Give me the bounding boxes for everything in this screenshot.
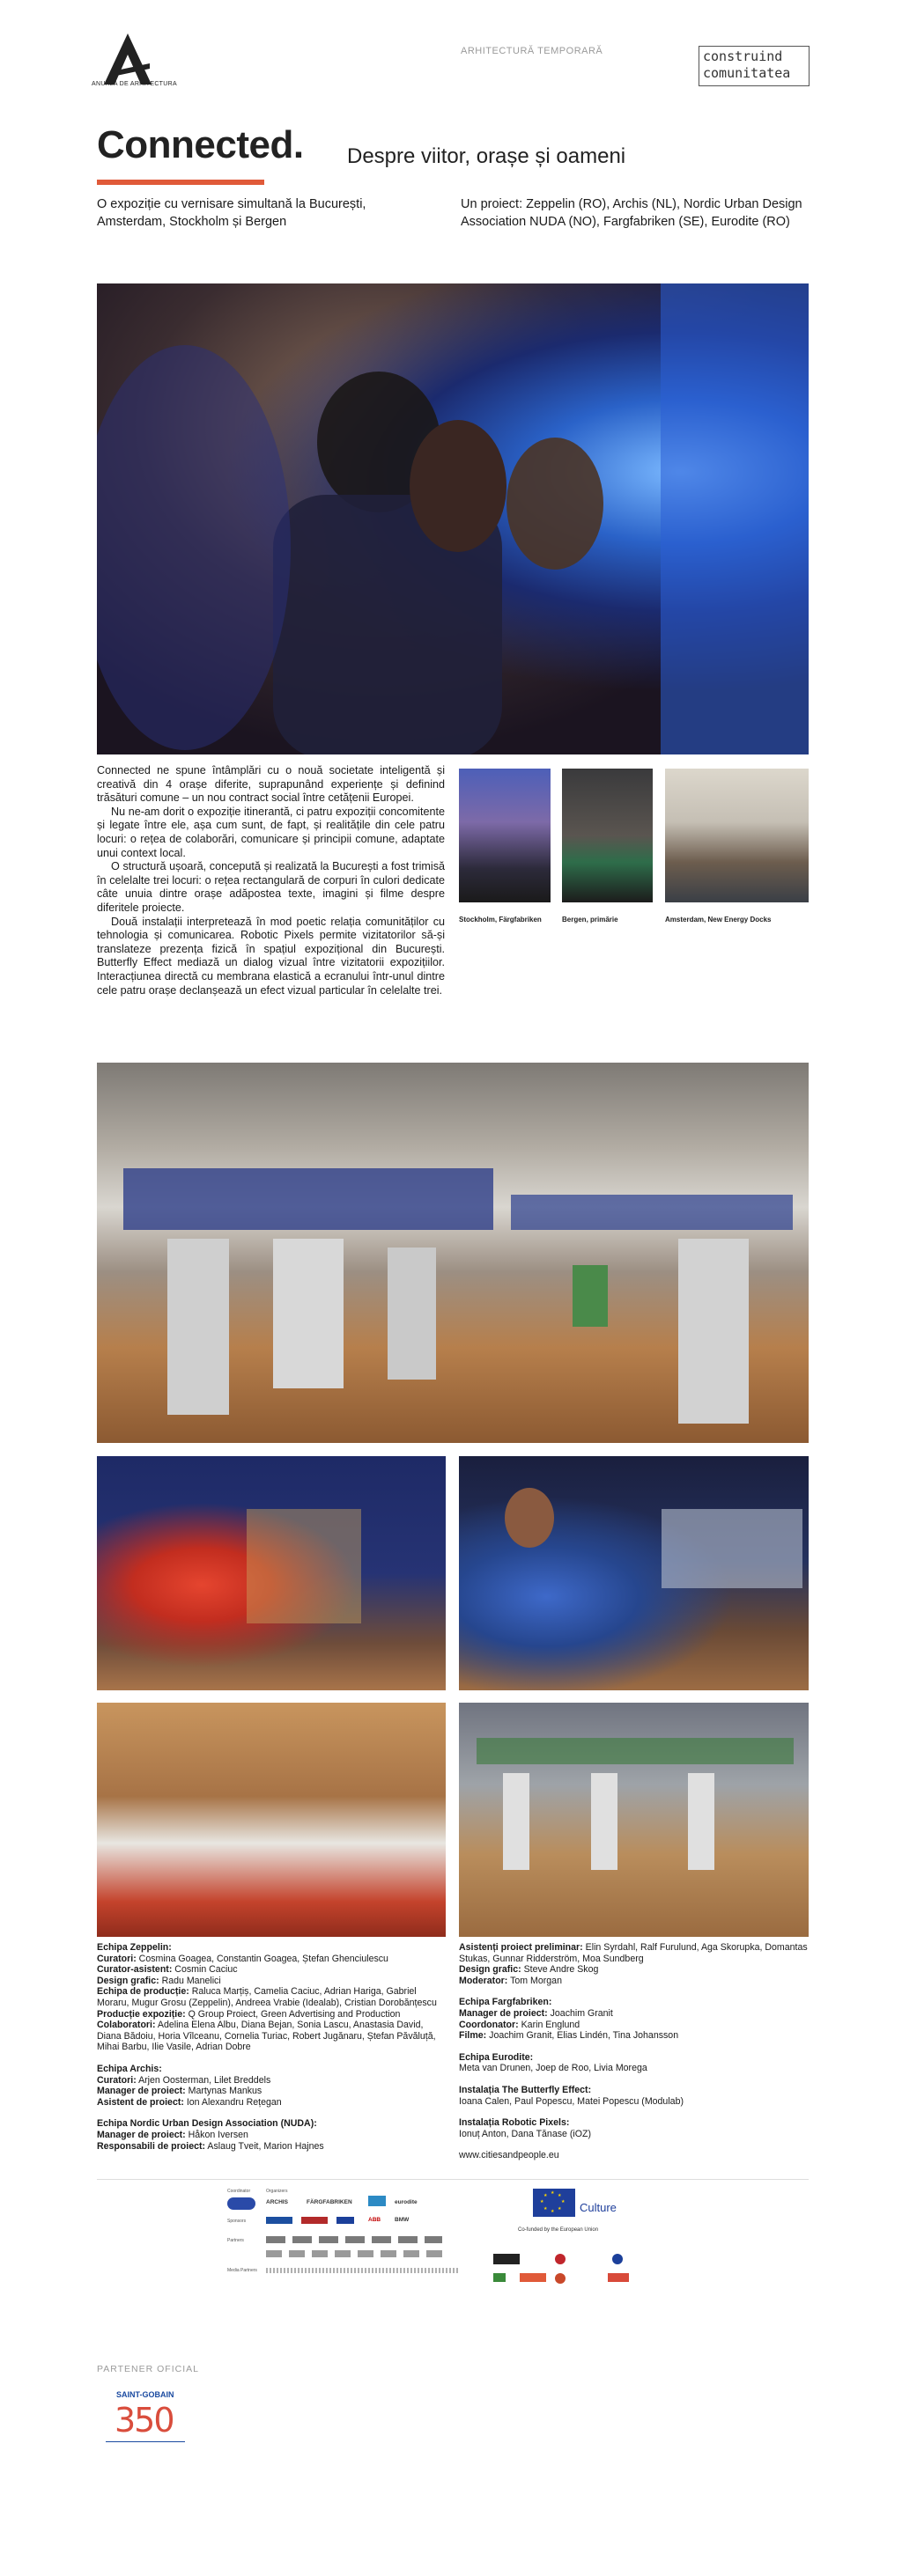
credits-title: Echipa Archis:: [97, 2063, 162, 2074]
official-partner-label: PARTENER OFICIAL: [97, 2364, 199, 2374]
credit-value: Karin Englund: [518, 2019, 580, 2030]
construind-comunitatea-logo: [699, 46, 810, 86]
cc-logo-line2: comunitatea: [703, 65, 791, 81]
credit-key: Curatori:: [97, 1953, 137, 1964]
credit-value: Ionuț Anton, Dana Tănase (iOZ): [459, 2128, 591, 2139]
credit-key: Manager de proiect:: [97, 2129, 186, 2140]
credit-key: Asistenți proiect preliminar:: [459, 1942, 583, 1953]
credits-title: Echipa Nordic Urban Design Association (NUDA):: [97, 2118, 317, 2130]
cc-logo-line1: construind: [703, 48, 783, 64]
title-accent-bar: [97, 180, 264, 185]
website-link[interactable]: www.citiesandpeople.eu: [459, 2150, 559, 2161]
credits-title: Instalația Robotic Pixels:: [459, 2117, 570, 2129]
sponsor-logo-icon: [266, 2217, 292, 2224]
body-paragraph: Nu ne-am dorit o expoziție itinerantă, ci patru expoziții concomitente și legate între ele, așa cum sunt, de fapt, și realitățile din cele patru locuri: o rețea de colaborări, comunicare și principii comune, adaptate unui context local.: [97, 805, 445, 859]
body-paragraph: Două instalații interpretează în mod poetic relația comunităților cu tehnologia și comunicarea. Robotic Pixels permite vizitatorilor să-și translateze prezența fizică în spațiul expozițional din București. Butterfly Effect mediază un dialog vizual între vizitatorii expozițiilor. Interacțiunea directă cu membrana elastică a ecranului într-unul dintre cele patru orașe declanșează un efect vizual particular în celelalte trei.: [97, 915, 445, 997]
credit-value: Arjen Oosterman, Lilet Breddels: [136, 2074, 271, 2086]
photo-visitors-screen: [97, 283, 809, 754]
sponsor-label: Media Partners: [227, 2268, 257, 2273]
body-paragraph: Connected ne spune întâmplări cu o nouă societate inteligentă și creativă din 4 orașe diferite, suprapunând experiențe și definind trăsături comune – un nou contract social între cetățenii Europei.: [97, 764, 445, 805]
body-text: [97, 764, 445, 997]
credit-value: Cosmin Caciuc: [172, 1964, 238, 1976]
credit-value: Steve Andre Skog: [521, 1964, 599, 1976]
sponsor-label: Coordinator: [227, 2189, 251, 2194]
credits-block-nuda-cont: [459, 1942, 809, 1986]
credit-value: Ion Alexandru Rețegan: [183, 2096, 282, 2108]
credit-key: Colaboratori:: [97, 2020, 156, 2031]
logo-caption: ANUALA DE ARHITECTURA: [92, 81, 177, 87]
thumb-amsterdam: [665, 769, 809, 902]
abb-logo: ABB: [368, 2217, 381, 2223]
credits-title: Echipa Zeppelin:: [97, 1942, 172, 1953]
page-title: Connected.: [97, 123, 304, 166]
credit-value: Joachim Granit, Elias Lindén, Tina Johansson: [486, 2030, 679, 2042]
credit-key: Curatori:: [97, 2074, 137, 2086]
credits-block-zeppelin: [97, 1942, 446, 2053]
nuda-logo-icon: [368, 2196, 386, 2206]
photo-visitor-headphones: [459, 1456, 809, 1690]
intro-right: Un proiect: Zeppelin (RO), Archis (NL), Nordic Urban Design Association NUDA (NO), Fargfabriken (SE), Eurodite (RO): [461, 197, 802, 229]
credit-value: Adelina Elena Albu, Diana Bejan, Sonia Lascu, Anastasia David, Diana Bădoiu, Horia Vîlceanu, Cornelia Turiac, Robert Jugănaru, Ștefan Păvăluță, Mihai Barbu, Ilie Vasile, Adrian Dobre: [97, 2020, 436, 2053]
partner-logo-icon: [555, 2254, 566, 2264]
sponsor-logo-icon: [301, 2217, 328, 2224]
credit-key: Moderator:: [459, 1975, 508, 1986]
credits-block-eurodite: [459, 2052, 809, 2074]
credits-block-butterfly: [459, 2085, 809, 2107]
credit-key: Design grafic:: [97, 1975, 159, 1986]
sponsor-logo-icon: [336, 2217, 354, 2224]
section-tag: ARHITECTURĂ TEMPORARĂ: [461, 46, 603, 56]
photo-visitors-floor: [459, 1703, 809, 1937]
credit-key: Design grafic:: [459, 1964, 521, 1976]
credit-key: Echipa de producție:: [97, 1986, 189, 1998]
eu-flag-icon: ★ ★ ★ ★ ★ ★ ★ ★: [533, 2189, 575, 2217]
fargfabriken-logo: FÄRGFABRIKEN: [307, 2199, 352, 2205]
sg-logo-rule: [106, 2441, 185, 2442]
archis-logo: ARCHIS: [266, 2199, 288, 2205]
credit-value: Cosmina Goagea, Constantin Goagea, Ștefan Ghenciulescu: [136, 1953, 388, 1964]
credit-key: Asistent de proiect:: [97, 2096, 184, 2108]
photo-robot-arm: [97, 1456, 446, 1690]
credit-key: Coordonator:: [459, 2019, 519, 2030]
credit-key: Manager de proiect:: [459, 2007, 548, 2019]
partner-logos-row: [266, 2236, 442, 2243]
sg-logo-number: 350: [115, 2401, 174, 2440]
thumb-caption-bergen: Bergen, primărie: [562, 916, 618, 924]
credit-value: Håkon Iversen: [185, 2129, 248, 2140]
credits-block-robotic-pixels: [459, 2117, 809, 2139]
credit-value: Q Group Proiect, Green Advertising and Production: [185, 2008, 401, 2020]
eu-partner-logos: [493, 2254, 669, 2285]
intro-left: O expoziție cu vernisare simultană la București, Amsterdam, Stockholm și Bergen: [97, 197, 366, 229]
credits-block-fargfabriken: [459, 1997, 809, 2041]
partner-logos-row: [266, 2250, 442, 2257]
credits-left: [97, 1942, 446, 2162]
eurodite-logo: eurodite: [395, 2199, 418, 2205]
credit-value: Ioana Calen, Paul Popescu, Matei Popescu (Modulab): [459, 2095, 684, 2107]
credit-key: Manager de proiect:: [97, 2086, 186, 2097]
partner-logo-icon: [493, 2273, 506, 2282]
page-subtitle: Despre viitor, orașe și oameni: [347, 144, 626, 168]
thumb-caption-stockholm: Stockholm, Färgfabriken: [459, 916, 542, 924]
zeppelin-logo-icon: [227, 2197, 255, 2210]
credits-block-nuda: [97, 2118, 446, 2152]
partner-logo-icon: [612, 2254, 623, 2264]
photo-exhibition-hall: [97, 1063, 809, 1443]
credits-right: [459, 1942, 809, 2172]
credit-value: Radu Manelici: [159, 1975, 221, 1986]
credit-value: Aslaug Tveit, Marion Hajnes: [205, 2140, 324, 2152]
credits-title: Echipa Fargfabriken:: [459, 1997, 552, 2008]
body-paragraph: O structură ușoară, concepută și realizată la București a fost trimisă în celelalte trei locuri: o rețea rectangulară de corpuri în culori dedicate câte unuia dintre orașe adăpostea texte, imagini și filme despre diferitele proiecte.: [97, 860, 445, 914]
sponsors-divider: [97, 2179, 809, 2180]
photo-amsterdam-display: [97, 1703, 446, 1937]
credit-value: Meta van Drunen, Joep de Roo, Livia Morega: [459, 2063, 647, 2074]
credit-key: Filme:: [459, 2030, 487, 2042]
partner-logo-icon: [608, 2273, 629, 2282]
thumb-bergen: [562, 769, 653, 902]
partner-logo-icon: [493, 2254, 520, 2264]
website-link-block: [459, 2150, 809, 2161]
credit-value: Tom Morgan: [507, 1975, 562, 1986]
credit-value: Martynas Mankus: [185, 2086, 262, 2097]
credit-key: Curator-asistent:: [97, 1964, 173, 1976]
partner-logo-icon: [520, 2273, 546, 2282]
credits-title: Echipa Eurodite:: [459, 2051, 534, 2063]
credit-value: Raluca Marțiș, Camelia Caciuc, Adrian Hariga, Gabriel Moraru, Mugur Grosu (Zeppelin), Andreea Vrabie (Idealab), Cristian Dorobănțescu: [97, 1986, 437, 2008]
eu-culture-label: Culture: [580, 2201, 617, 2214]
credit-key: Producție expoziție:: [97, 2008, 186, 2020]
sponsor-label: Sponsors: [227, 2219, 247, 2224]
thumb-stockholm: [459, 769, 551, 902]
sponsor-label: Partners: [227, 2238, 244, 2243]
media-partners-row: [266, 2268, 460, 2273]
sg-logo-name: SAINT-GOBAIN: [116, 2390, 174, 2399]
credit-key: Responsabili de proiect:: [97, 2140, 206, 2152]
credit-value: Elin Syrdahl, Ralf Furulund, Aga Skorupka, Domantas Stukas, Gunnar Ridderström, Moa Sundberg: [459, 1942, 808, 1964]
credits-title: Instalația The Butterfly Effect:: [459, 2084, 592, 2095]
bmw-logo: BMW: [395, 2217, 410, 2223]
thumb-caption-amsterdam: Amsterdam, New Energy Docks: [665, 916, 772, 924]
credit-value: Joachim Granit: [547, 2007, 613, 2019]
sponsor-logos: [227, 2189, 483, 2285]
sponsor-label: Organizers: [266, 2189, 288, 2194]
eu-cofunded-label: Co-funded by the European Union: [518, 2227, 599, 2233]
credits-block-archis: [97, 2064, 446, 2108]
saint-gobain-350-logo: [97, 2390, 194, 2452]
partner-logo-icon: [555, 2273, 566, 2284]
